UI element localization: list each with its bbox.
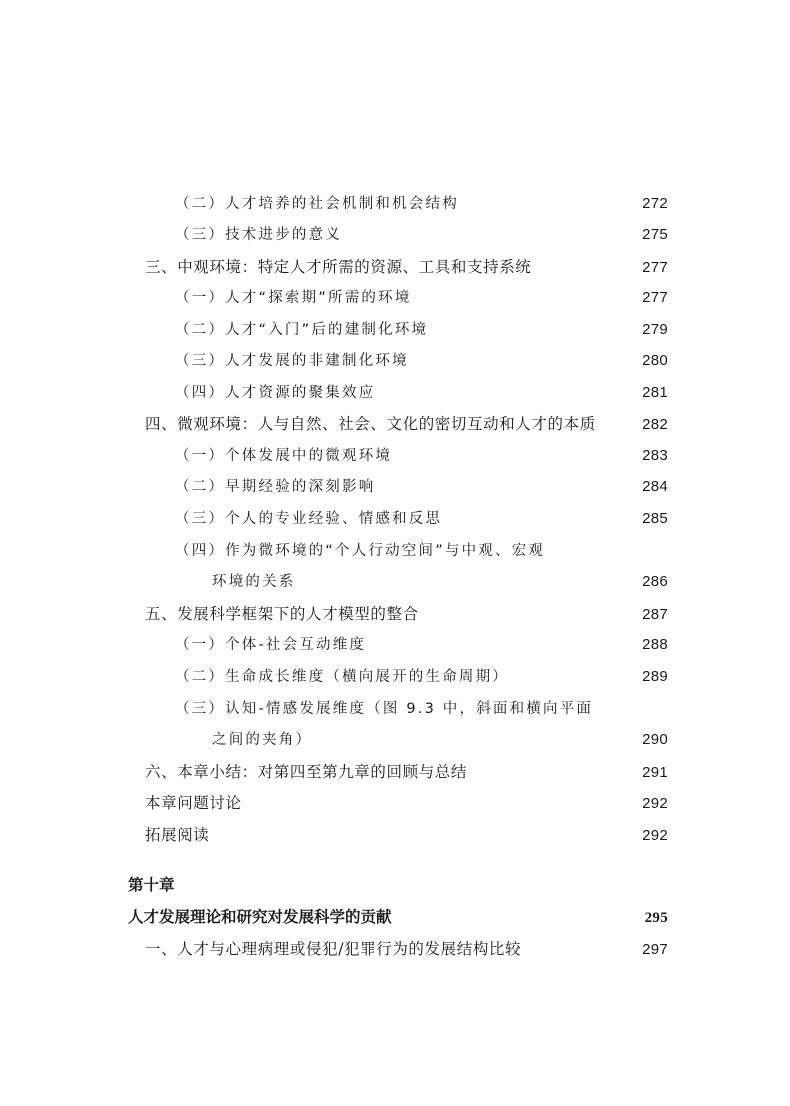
- chapter-title-entry[interactable]: [128, 907, 668, 928]
- toc-section-page: 282: [642, 416, 668, 433]
- toc-entry-page: 288: [642, 636, 668, 653]
- toc-entry[interactable]: [175, 225, 668, 245]
- toc-section-page: 287: [642, 606, 668, 623]
- toc-section[interactable]: [145, 257, 668, 277]
- toc-section[interactable]: [145, 762, 668, 782]
- toc-entry-page: 283: [642, 447, 668, 464]
- toc-entry-page: 289: [642, 668, 668, 685]
- chapter-title: 人才发展理论和研究对发展科学的贡献: [128, 907, 392, 926]
- toc-entry[interactable]: [175, 288, 668, 308]
- toc-entry[interactable]: [175, 667, 668, 687]
- toc-entry-title: （二）生命成长维度（横向展开的生命周期）: [175, 669, 509, 685]
- toc-entry[interactable]: [175, 351, 668, 371]
- chapter-label: 第十章: [128, 875, 175, 894]
- toc-section-title: 一、人才与心理病理或侵犯/犯罪行为的发展结构比较: [145, 940, 522, 958]
- toc-section-page: 292: [642, 795, 668, 812]
- toc-entry[interactable]: [175, 194, 668, 214]
- toc-section[interactable]: [145, 793, 668, 813]
- toc-entry-title: （一）个体-社会互动维度: [175, 637, 367, 653]
- toc-entry[interactable]: [175, 477, 668, 497]
- toc-entry-page: 279: [642, 321, 668, 338]
- toc-section[interactable]: [145, 414, 668, 434]
- toc-section-title: 五、发展科学框架下的人才模型的整合: [145, 605, 419, 623]
- toc-section[interactable]: [145, 604, 668, 624]
- toc-entry[interactable]: [175, 509, 668, 529]
- toc-entry[interactable]: [175, 635, 668, 655]
- toc-entry-page: 284: [642, 478, 668, 495]
- toc-section-title: 三、中观环境：特定人才所需的资源、工具和支持系统: [145, 258, 532, 276]
- toc-entry-title: （二）早期经验的深刻影响: [175, 479, 376, 495]
- toc-entry-title: （一）个体发展中的微观环境: [175, 448, 393, 464]
- toc-section-title: 六、本章小结：对第四至第九章的回顾与总结: [145, 763, 468, 781]
- toc-entry-title: （三）认知-情感发展维度（图 9.3 中，斜面和横向平面: [175, 701, 594, 717]
- chapter-title-page: 295: [644, 910, 668, 926]
- toc-entry-page: 280: [642, 352, 668, 369]
- toc-entry[interactable]: [175, 320, 668, 340]
- toc-entry-page: 277: [642, 289, 668, 306]
- toc-entry-page: 285: [642, 510, 668, 527]
- toc-section-page: 292: [642, 827, 668, 844]
- toc-section-page: 297: [642, 941, 668, 958]
- toc-entry-title: （四）人才资源的聚集效应: [175, 385, 376, 401]
- toc-entry-title: （二）人才培养的社会机制和机会结构: [175, 196, 459, 212]
- toc-section-title: 拓展阅读: [145, 826, 210, 844]
- toc-entry[interactable]: [175, 383, 668, 403]
- toc-section[interactable]: [145, 825, 668, 845]
- toc-entry-title: （四）作为微环境的“个人行动空间”与中观、宏观: [175, 543, 546, 559]
- toc-entry-title: （三）人才发展的非建制化环境: [175, 353, 409, 369]
- toc-entry-title: （一）人才“探索期”所需的环境: [175, 290, 412, 306]
- toc-entry[interactable]: [175, 541, 668, 561]
- toc-entry-title: （三）技术进步的意义: [175, 227, 342, 243]
- toc-entry-continuation[interactable]: [212, 572, 668, 592]
- toc-section[interactable]: [145, 939, 668, 959]
- toc-entry-page: 286: [642, 573, 668, 590]
- toc-entry-page: 272: [642, 195, 668, 212]
- toc-entry-title: （三）个人的专业经验、情感和反思: [175, 511, 443, 527]
- toc-entry-title: 之间的夹角）: [212, 732, 313, 748]
- toc-section-title: 四、微观环境：人与自然、社会、文化的密切互动和人才的本质: [145, 415, 596, 433]
- toc-entry-continuation[interactable]: [212, 730, 668, 750]
- toc-section-page: 277: [642, 259, 668, 276]
- toc-entry-title: 环境的关系: [212, 574, 296, 590]
- toc-section-page: 291: [642, 764, 668, 781]
- toc-entry[interactable]: [175, 446, 668, 466]
- toc-entry[interactable]: [175, 699, 668, 719]
- toc-entry-page: 275: [642, 226, 668, 243]
- toc-section-title: 本章问题讨论: [145, 794, 242, 812]
- toc-entry-page: 281: [642, 384, 668, 401]
- toc-entry-page: 290: [642, 731, 668, 748]
- toc-entry-title: （二）人才“入门”后的建制化环境: [175, 322, 429, 338]
